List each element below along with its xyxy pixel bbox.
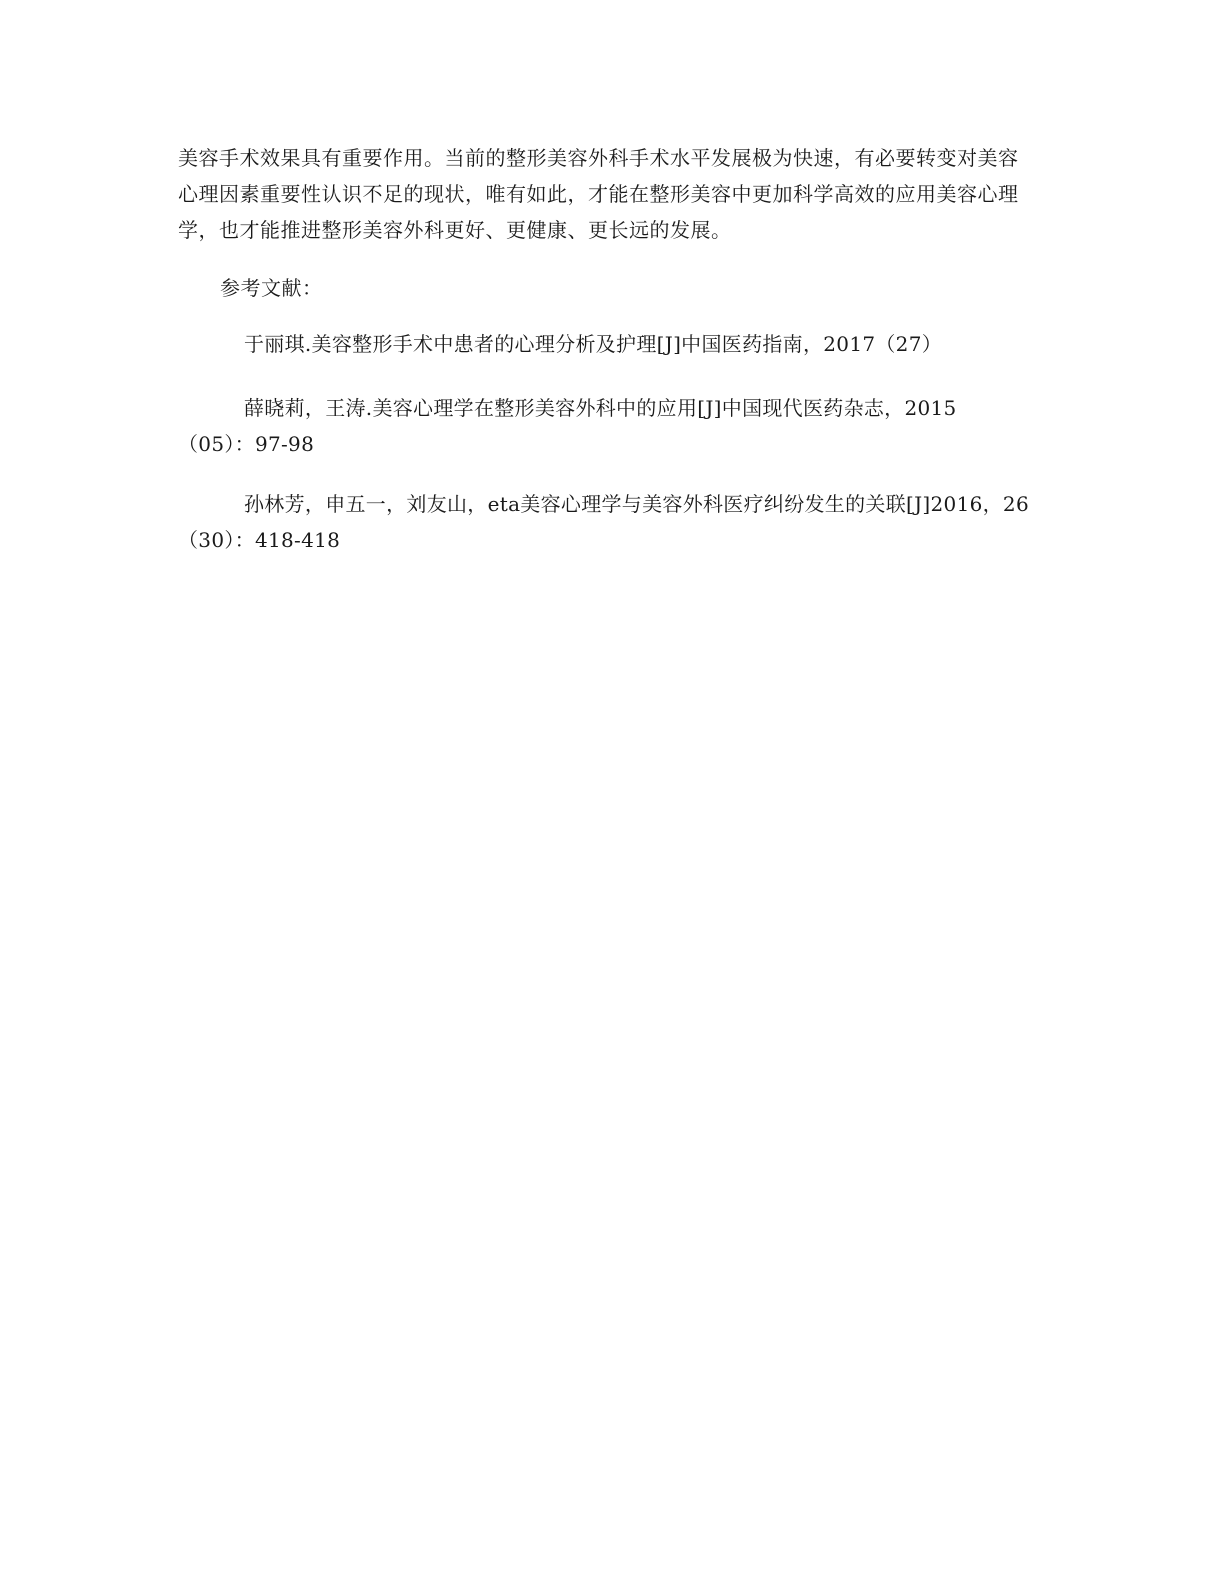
reference-text: 于丽琪.美容整形手术中患者的心理分析及护理[J]中国医药指南，2017（27） [244,332,943,356]
paragraph-line: 心理因素重要性认识不足的现状，唯有如此，才能在整形美容中更加科学高效的应用美容心理 [178,182,1019,206]
reference-text: 薛晓莉，王涛.美容心理学在整形美容外科中的应用[J]中国现代医药杂志，2015 [244,396,957,420]
reference-text-continued: （05）：97-98 [178,432,315,456]
paragraph-line: 学，也才能推进整形美容外科更好、更健康、更长远的发展。 [178,218,732,242]
body-paragraph [178,140,1038,248]
reference-text-continued: （30）：418-418 [178,528,341,552]
reference-item [178,326,1058,362]
paragraph-line: 美容手术效果具有重要作用。当前的整形美容外科手术水平发展极为快速，有必要转变对美容 [178,146,1019,170]
references-heading: 参考文献： [220,276,323,300]
reference-item [178,486,1058,558]
reference-text: 孙林芳，申五一，刘友山，eta美容心理学与美容外科医疗纠纷发生的关联[J]2016，26 [244,492,1029,516]
reference-item [178,390,1058,462]
